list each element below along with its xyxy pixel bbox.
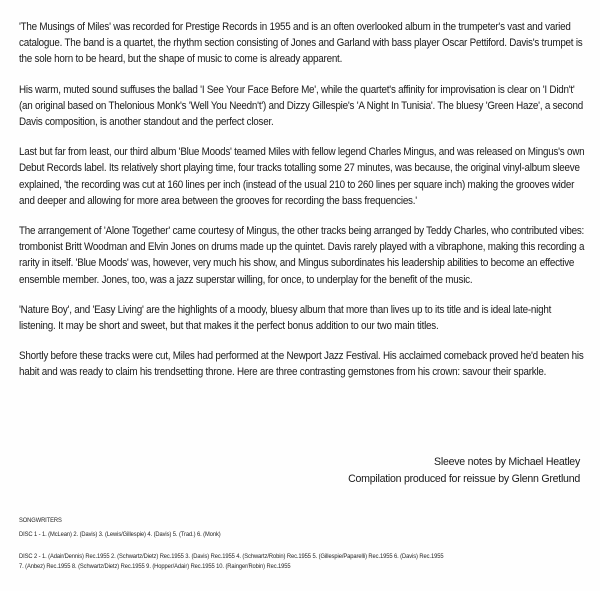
paragraph-alone-together: The arrangement of 'Alone Together' came courtesy of Mingus, the other tracks being arranged by Teddy Charles, who contributed vibes: trombonist Britt Woodman and Elvin Jones on drums made up the quintet. Davis rarely played with a vibraphone, making this recording a rarity in itself. 'Blue Moods' was, however, very much his show, and Mingus subordinates his leadership abilities to become an effective ensemble member. Jones, too, was a jazz superstar willing, for once, to underplay for the benefit of the music. [19,225,585,286]
disc-2-songwriters-line-1: DISC 2 - 1. (Adair/Dennis) Rec.1955 2. (Schwartz/Dietz) Rec.1955 3. (Davis) Rec.1955 4. (Schwartz/Robin) Rec.1955 5. (Gillespie/Paparelli) Rec.1955 6. (Davis) Rec.1955 [19,553,444,560]
disc-2-songwriters-line-2: 7. (Anbez) Rec.1955 8. (Schwartz/Dietz) Rec.1955 9. (Hopper/Adair) Rec.1955 10. (Rainger/Robin) Rec.1955 [19,563,291,570]
songwriters-block [19,516,571,572]
compilation-credit: Compilation produced for reissue by Glenn Gretlund [348,473,580,485]
paragraph-newport: Shortly before these tracks were cut, Miles had performed at the Newport Jazz Festival. His acclaimed comeback proved he'd beaten his habit and was ready to claim his trendsetting throne. Here are three contrasting gemstones from his crown: savour their sparkle. [19,350,584,379]
disc-1-songwriters: DISC 1 - 1. (McLean) 2. (Davis) 3. (Lewis/Gillespie) 4. (Davis) 5. (Trad.) 6. (Monk) [19,531,221,538]
paragraph-nature-boy: 'Nature Boy', and 'Easy Living' are the highlights of a moody, bluesy album that more than lives up to its title and is ideal late-night listening. It may be short and sweet, but that makes it the perfect bonus addition to our two main titles. [19,303,552,333]
credits-block [348,454,580,488]
paragraph-musings-of-miles: 'The Musings of Miles' was recorded for Prestige Records in 1955 and is an often overlooked album in the trumpeter's vast and varied catalogue. The band is a quartet, the rhythm section consisting of Jones and Garland with bass player Oscar Pettiford. Davis's trumpet is the sole horn to be heard, but the shape of music to come is already apparent. [19,21,583,66]
songwriters-heading: SONGWRITERS [19,517,62,524]
sleeve-notes-credit: Sleeve notes by Michael Heatley [434,456,580,468]
paragraph-blue-moods: Last but far from least, our third album 'Blue Moods' teamed Miles with fellow legend Charles Mingus, and was released on Mingus's own Debut Records label. Its relatively short playing time, four tracks totalling some 27 minutes, was because, the original vinyl-album sleeve explained, 'the recording was cut at 160 lines per inch (instead of the usual 210 to 260 lines per square inch) making the grooves wider and deeper and allowing for more area between the grooves for recording the bass frequencies.' [19,146,585,207]
paragraph-muted-sound: His warm, muted sound suffuses the ballad 'I See Your Face Before Me', while the quartet's affinity for improvisation is clear on 'I Didn't' (an original based on Thelonious Monk's 'Well You Needn't') and Dizzy Gillespie's 'A Night In Tunisia'. The bluesy 'Green Haze', a second Davis composition, is another standout and the perfect closer. [19,83,583,129]
sleeve-notes-body [19,19,587,395]
